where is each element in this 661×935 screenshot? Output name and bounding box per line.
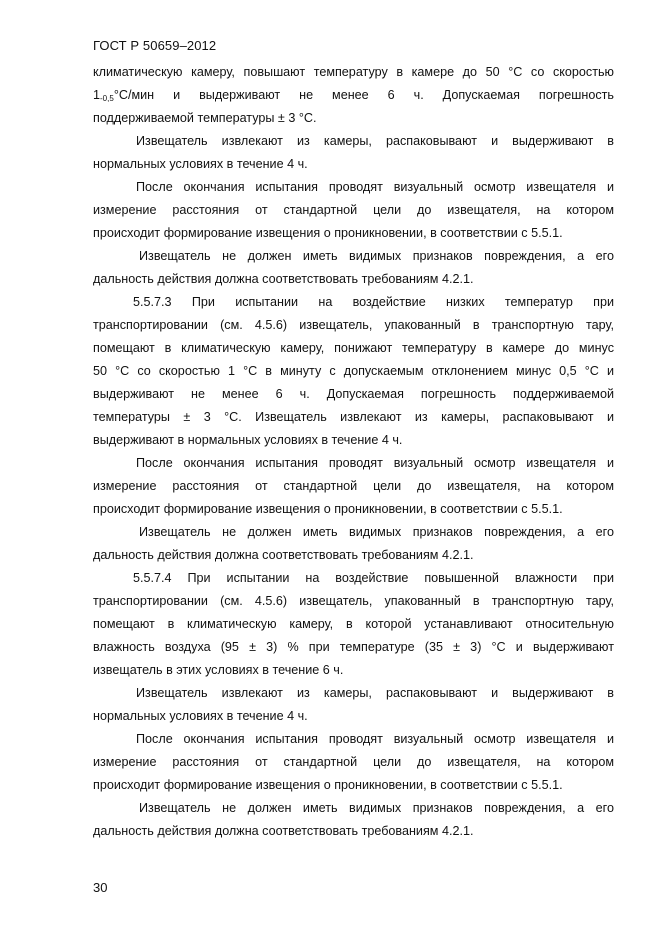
text-line: дальность действия должна соответствовать требованиям 4.2.1. (93, 824, 474, 838)
rate-tolerance: -0,5 (100, 94, 114, 103)
text-line: После окончания испытания проводят визуальный осмотр извещателя и (136, 180, 614, 194)
text-line: измерение расстояния от стандартной цели до извещателя, на котором (93, 203, 614, 217)
text-line-rate: $1_{-0,5}^\circ С$/мин и выдерживают не менее 6 ч. Допускаемая погрешность (93, 88, 614, 103)
text-line: 50 °С со скоростью 1 °С в минуту с допускаемым отклонением минус 0,5 °С и (93, 364, 614, 378)
text-line: выдерживают в нормальных условиях в течение 4 ч. (93, 433, 403, 447)
text-line: Извещатель не должен иметь видимых признаков повреждения, а его (139, 525, 614, 539)
text-line: помещают в климатическую камеру, в которой устанавливают относительную (93, 617, 614, 631)
rate-value: 1 (93, 88, 101, 102)
text-line: извещатель в этих условиях в течение 6 ч. (93, 663, 344, 677)
text-line: помещают в климатическую камеру, понижают температуру в камере до минус (93, 341, 614, 355)
text-line: транспортировании (см. 4.5.6) извещатель, упакованный в транспортную тару, (93, 594, 614, 608)
text-line: измерение расстояния от стандартной цели до извещателя, на котором (93, 479, 614, 493)
text-line: Извещатель извлекают из камеры, распаковывают и выдерживают в (136, 686, 614, 700)
text-line: климатическую камеру, повышают температуру в камере до 50 °С со скоростью (93, 65, 614, 79)
text-line: После окончания испытания проводят визуальный осмотр извещателя и (136, 456, 614, 470)
text-line: Извещатель не должен иметь видимых признаков повреждения, а его (139, 249, 614, 263)
text-line: После окончания испытания проводят визуальный осмотр извещателя и (136, 732, 614, 746)
text-line: происходит формирование извещения о проникновении, в соответствии с 5.5.1. (93, 502, 563, 516)
text-line: температуры ± 3 °С. Извещатель извлекают из камеры, распаковывают и (93, 410, 614, 424)
page-number: 30 (93, 880, 108, 895)
text-line: дальность действия должна соответствовать требованиям 4.2.1. (93, 548, 474, 562)
text-line: происходит формирование извещения о проникновении, в соответствии с 5.5.1. (93, 226, 563, 240)
text-line: происходит формирование извещения о проникновении, в соответствии с 5.5.1. (93, 778, 563, 792)
text-line: транспортировании (см. 4.5.6) извещатель, упакованный в транспортную тару, (93, 318, 614, 332)
text-line: выдерживают не менее 6 ч. Допускаемая погрешность поддерживаемой (93, 387, 614, 401)
text-line: нормальных условиях в течение 4 ч. (93, 157, 308, 171)
text-line: поддерживаемой температуры ± 3 °С. (93, 111, 317, 125)
standard-header: ГОСТ Р 50659–2012 (93, 38, 217, 53)
text-line: 5.5.7.3 При испытании на воздействие низких температур при (133, 295, 614, 309)
text-line: Извещатель не должен иметь видимых признаков повреждения, а его (139, 801, 614, 815)
text-line: дальность действия должна соответствовать требованиям 4.2.1. (93, 272, 474, 286)
document-body (93, 61, 614, 843)
text-line: влажность воздуха (95 ± 3) % при температуре (35 ± 3) °С и выдерживают (93, 640, 614, 654)
text-line: 5.5.7.4 При испытании на воздействие повышенной влажности при (133, 571, 614, 585)
text-line: измерение расстояния от стандартной цели до извещателя, на котором (93, 755, 614, 769)
text-line: нормальных условиях в течение 4 ч. (93, 709, 308, 723)
text-line: Извещатель извлекают из камеры, распаковывают и выдерживают в (136, 134, 614, 148)
